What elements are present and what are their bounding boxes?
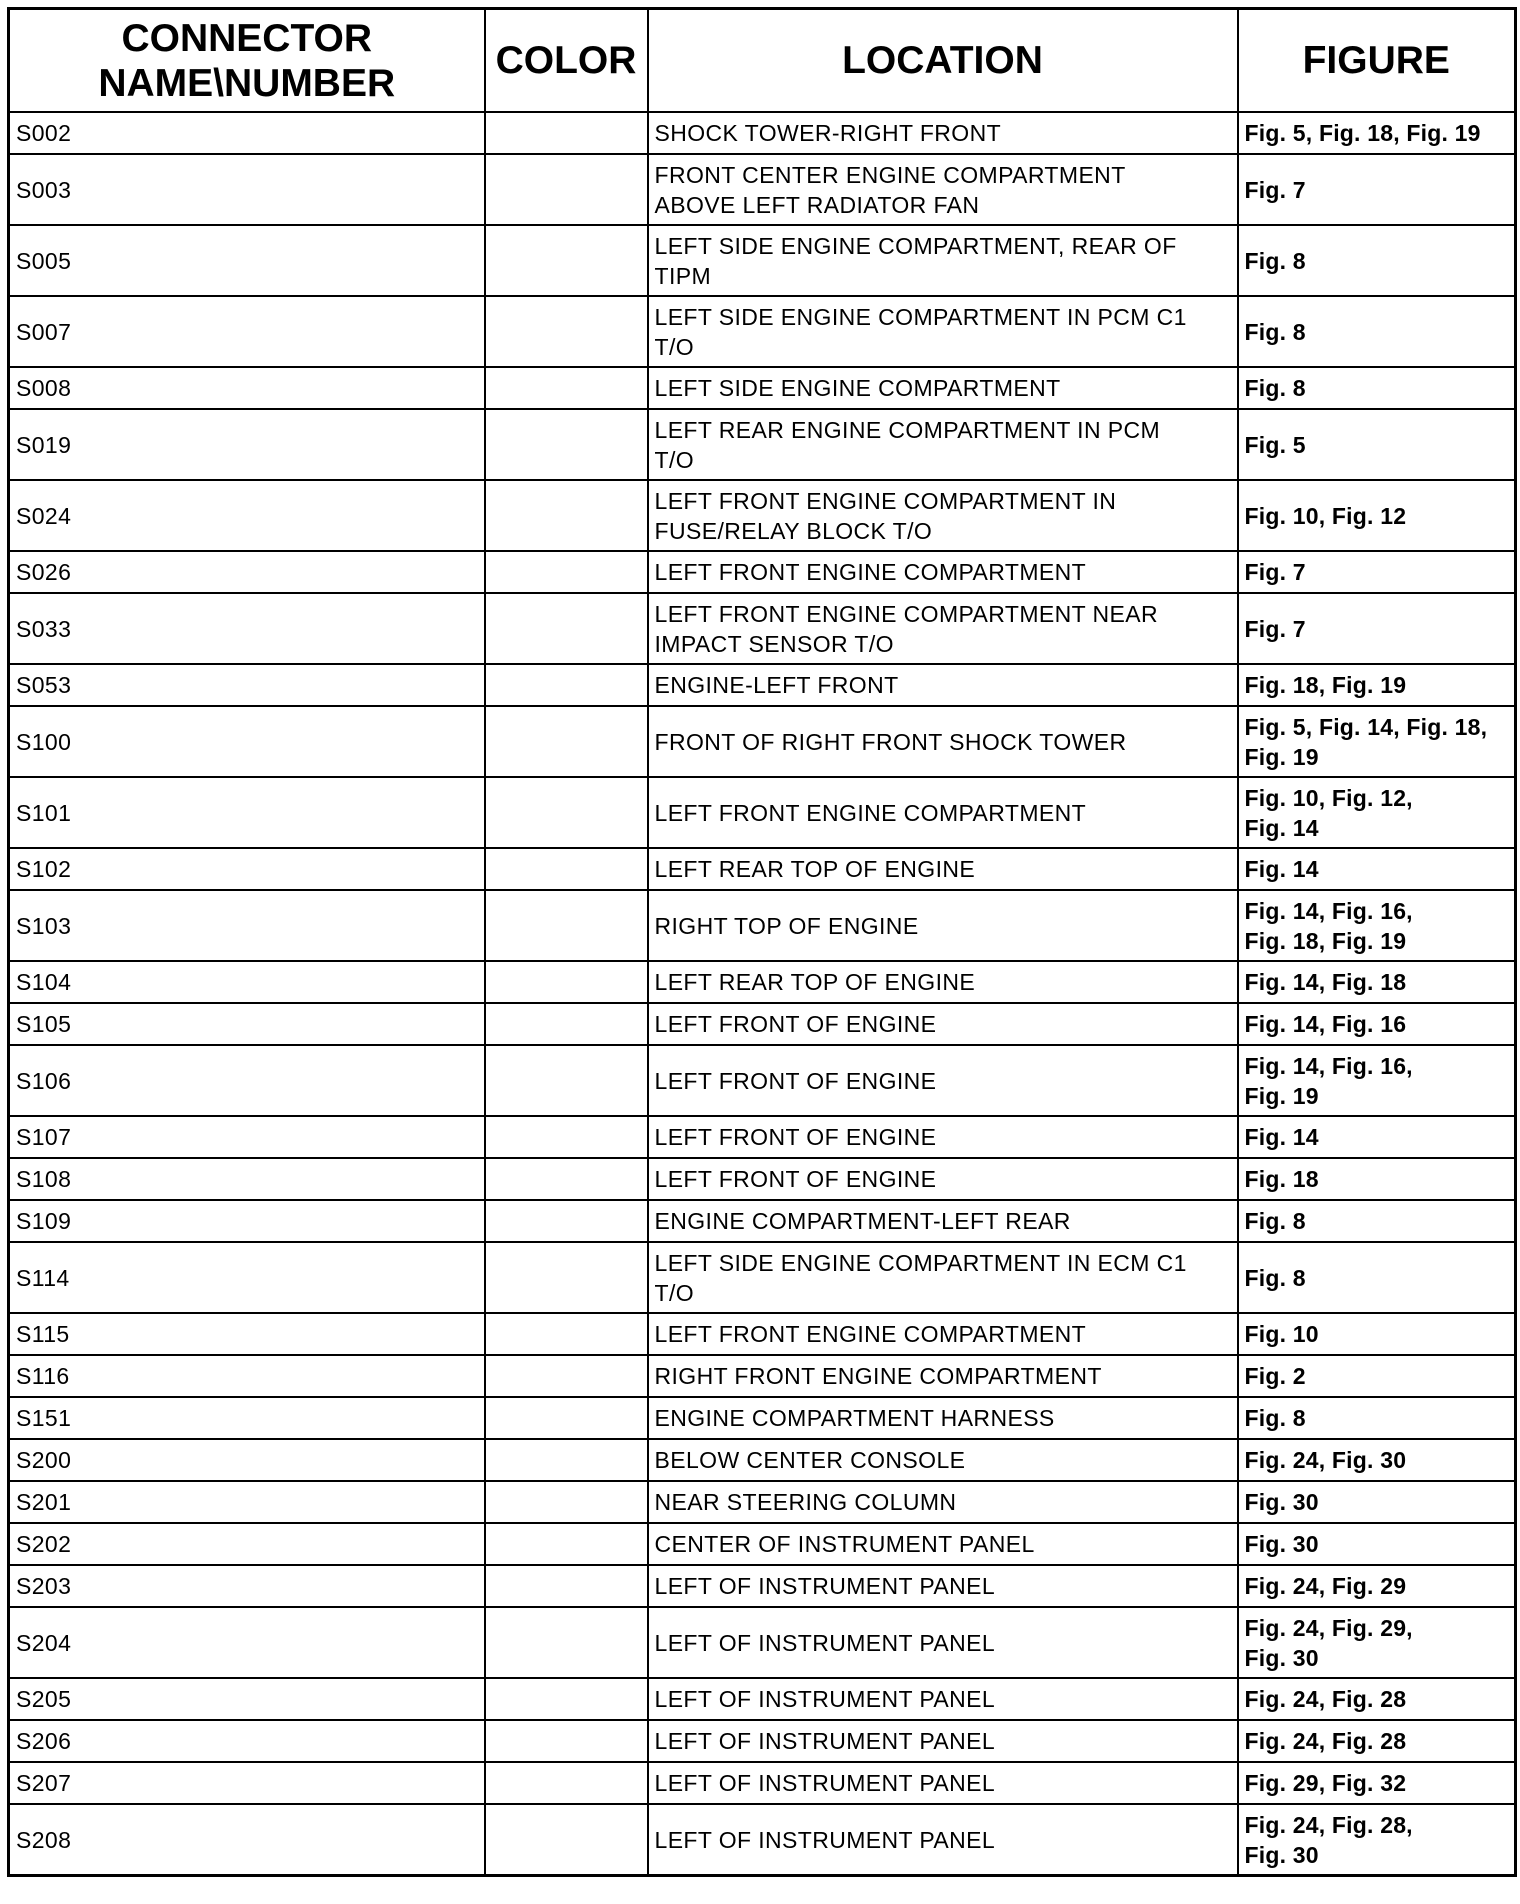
color-cell (485, 1355, 648, 1397)
table-row (9, 1158, 1516, 1200)
figure-line: Fig. 14, Fig. 18 (1244, 969, 1407, 995)
connector-name-cell: S107 (9, 1116, 485, 1158)
location-line: LEFT FRONT OF ENGINE (654, 1067, 937, 1094)
color-cell (485, 551, 648, 593)
location-cell (648, 1439, 1238, 1481)
figure-cell (1238, 1242, 1516, 1313)
location-line: T/O (654, 333, 695, 360)
color-cell (485, 1313, 648, 1355)
location-cell (648, 154, 1238, 225)
figure-cell (1238, 112, 1516, 154)
location-cell (648, 1200, 1238, 1242)
table-row (9, 409, 1516, 480)
connector-name-cell: S104 (9, 961, 485, 1003)
color-cell (485, 1200, 648, 1242)
connector-name-cell: S208 (9, 1804, 485, 1876)
color-cell (485, 1158, 648, 1200)
connector-name-cell: S108 (9, 1158, 485, 1200)
color-cell (485, 1481, 648, 1523)
color-cell (485, 777, 648, 848)
table-row (9, 1116, 1516, 1158)
location-cell (648, 551, 1238, 593)
figure-cell (1238, 480, 1516, 551)
color-cell (485, 664, 648, 706)
color-cell (485, 890, 648, 961)
color-cell (485, 1003, 648, 1045)
location-line: TIPM (654, 262, 712, 289)
location-cell (648, 1523, 1238, 1565)
figure-line: Fig. 24, Fig. 29 (1244, 1573, 1407, 1599)
figure-cell (1238, 1565, 1516, 1607)
location-line: FRONT OF RIGHT FRONT SHOCK TOWER (654, 728, 1127, 755)
location-cell (648, 1804, 1238, 1876)
location-cell (648, 480, 1238, 551)
location-cell (648, 1116, 1238, 1158)
location-cell (648, 1242, 1238, 1313)
location-cell (648, 1720, 1238, 1762)
figure-line: Fig. 5, Fig. 18, Fig. 19 (1244, 120, 1481, 146)
location-line: BELOW CENTER CONSOLE (654, 1447, 966, 1473)
table-row (9, 777, 1516, 848)
connector-name-cell: S007 (9, 296, 485, 367)
location-line: IMPACT SENSOR T/O (654, 630, 894, 657)
color-cell (485, 1678, 648, 1720)
location-line: LEFT FRONT ENGINE COMPARTMENT (654, 559, 1087, 585)
location-line: RIGHT FRONT ENGINE COMPARTMENT (654, 1363, 1102, 1389)
figure-cell (1238, 1045, 1516, 1116)
figure-cell (1238, 1313, 1516, 1355)
connector-name-cell: S114 (9, 1242, 485, 1313)
figure-line: Fig. 7 (1244, 615, 1306, 642)
table-row (9, 890, 1516, 961)
location-cell (648, 777, 1238, 848)
table-row (9, 848, 1516, 890)
figure-line: Fig. 8 (1244, 1405, 1306, 1431)
header-location: LOCATION (648, 9, 1238, 113)
connector-name-cell: S205 (9, 1678, 485, 1720)
table-row (9, 1003, 1516, 1045)
table-body (9, 112, 1516, 1876)
color-cell (485, 1565, 648, 1607)
location-line: ABOVE LEFT RADIATOR FAN (654, 191, 980, 218)
figure-cell (1238, 1607, 1516, 1678)
location-line: LEFT REAR ENGINE COMPARTMENT IN PCM (654, 416, 1161, 443)
table-row (9, 1439, 1516, 1481)
figure-cell (1238, 296, 1516, 367)
figure-cell (1238, 1116, 1516, 1158)
location-cell (648, 296, 1238, 367)
table-row (9, 664, 1516, 706)
figure-cell (1238, 890, 1516, 961)
location-line: LEFT FRONT OF ENGINE (654, 1011, 937, 1037)
figure-line: Fig. 5, Fig. 14, Fig. 18, (1244, 713, 1488, 740)
header-connector (9, 9, 485, 113)
figure-line: Fig. 24, Fig. 28, (1244, 1811, 1413, 1838)
location-line: LEFT OF INSTRUMENT PANEL (654, 1629, 996, 1656)
color-cell (485, 1523, 648, 1565)
connector-name-cell: S207 (9, 1762, 485, 1804)
location-line: ENGINE-LEFT FRONT (654, 672, 899, 698)
location-line: LEFT OF INSTRUMENT PANEL (654, 1573, 996, 1599)
table-row (9, 551, 1516, 593)
connector-name-cell: S206 (9, 1720, 485, 1762)
figure-line: Fig. 19 (1244, 1082, 1319, 1109)
connector-name-cell: S003 (9, 154, 485, 225)
table-row (9, 225, 1516, 296)
figure-line: Fig. 8 (1244, 247, 1306, 274)
table-row (9, 1523, 1516, 1565)
connector-name-cell: S002 (9, 112, 485, 154)
color-cell (485, 1116, 648, 1158)
connector-name-cell: S033 (9, 593, 485, 664)
figure-cell (1238, 1397, 1516, 1439)
connector-name-cell: S101 (9, 777, 485, 848)
header-color: COLOR (485, 9, 648, 113)
color-cell (485, 367, 648, 409)
location-cell (648, 1762, 1238, 1804)
location-line: LEFT FRONT ENGINE COMPARTMENT IN (654, 487, 1117, 514)
connector-name-cell: S109 (9, 1200, 485, 1242)
figure-line: Fig. 24, Fig. 28 (1244, 1728, 1407, 1754)
location-cell (648, 848, 1238, 890)
location-line: LEFT OF INSTRUMENT PANEL (654, 1826, 996, 1853)
figure-line: Fig. 14 (1244, 1124, 1319, 1150)
figure-line: Fig. 30 (1244, 1841, 1319, 1868)
location-line: LEFT OF INSTRUMENT PANEL (654, 1770, 996, 1796)
figure-cell (1238, 367, 1516, 409)
table-row (9, 480, 1516, 551)
location-cell (648, 1158, 1238, 1200)
connector-name-cell: S053 (9, 664, 485, 706)
figure-line: Fig. 2 (1244, 1363, 1306, 1389)
color-cell (485, 1762, 648, 1804)
location-cell (648, 961, 1238, 1003)
figure-cell (1238, 848, 1516, 890)
color-cell (485, 1439, 648, 1481)
figure-line: Fig. 30 (1244, 1531, 1319, 1557)
connector-name-cell: S115 (9, 1313, 485, 1355)
location-line: ENGINE COMPARTMENT HARNESS (654, 1405, 1055, 1431)
table-row (9, 593, 1516, 664)
figure-line: Fig. 24, Fig. 28 (1244, 1686, 1407, 1712)
location-line: NEAR STEERING COLUMN (654, 1489, 957, 1515)
location-line: LEFT FRONT ENGINE COMPARTMENT (654, 1321, 1087, 1347)
figure-line: Fig. 10, Fig. 12 (1244, 502, 1407, 529)
figure-cell (1238, 1678, 1516, 1720)
table-row (9, 1762, 1516, 1804)
figure-cell (1238, 1200, 1516, 1242)
figure-cell (1238, 551, 1516, 593)
location-line: RIGHT TOP OF ENGINE (654, 912, 919, 939)
figure-line: Fig. 14 (1244, 856, 1319, 882)
table-row (9, 1397, 1516, 1439)
figure-line: Fig. 29, Fig. 32 (1244, 1770, 1407, 1796)
figure-cell (1238, 706, 1516, 777)
connector-table (7, 7, 1517, 1877)
figure-cell (1238, 1439, 1516, 1481)
location-cell (648, 1481, 1238, 1523)
connector-name-cell: S024 (9, 480, 485, 551)
location-cell (648, 225, 1238, 296)
connector-name-cell: S202 (9, 1523, 485, 1565)
location-cell (648, 1003, 1238, 1045)
color-cell (485, 409, 648, 480)
header-figure: FIGURE (1238, 9, 1516, 113)
location-cell (648, 367, 1238, 409)
table-row (9, 1481, 1516, 1523)
color-cell (485, 296, 648, 367)
location-cell (648, 1313, 1238, 1355)
figure-cell (1238, 154, 1516, 225)
figure-cell (1238, 225, 1516, 296)
location-line: LEFT SIDE ENGINE COMPARTMENT IN ECM C1 (654, 1249, 1187, 1276)
color-cell (485, 225, 648, 296)
location-cell (648, 593, 1238, 664)
color-cell (485, 706, 648, 777)
connector-name-cell: S019 (9, 409, 485, 480)
table-row (9, 1200, 1516, 1242)
figure-cell (1238, 409, 1516, 480)
location-cell (648, 1397, 1238, 1439)
figure-line: Fig. 30 (1244, 1489, 1319, 1515)
figure-line: Fig. 7 (1244, 559, 1306, 585)
location-line: T/O (654, 446, 695, 473)
location-line: LEFT OF INSTRUMENT PANEL (654, 1728, 996, 1754)
color-cell (485, 1720, 648, 1762)
connector-name-cell: S008 (9, 367, 485, 409)
location-line: LEFT SIDE ENGINE COMPARTMENT (654, 375, 1061, 401)
location-cell (648, 1355, 1238, 1397)
table-row (9, 1313, 1516, 1355)
figure-cell (1238, 1720, 1516, 1762)
figure-line: Fig. 8 (1244, 1208, 1306, 1234)
table-row (9, 1242, 1516, 1313)
color-cell (485, 1045, 648, 1116)
figure-cell (1238, 1158, 1516, 1200)
figure-line: Fig. 8 (1244, 318, 1306, 345)
color-cell (485, 112, 648, 154)
figure-line: Fig. 19 (1244, 743, 1319, 770)
table-row (9, 706, 1516, 777)
location-line: LEFT FRONT ENGINE COMPARTMENT NEAR (654, 600, 1158, 627)
figure-cell (1238, 1523, 1516, 1565)
figure-cell (1238, 1804, 1516, 1876)
figure-cell (1238, 664, 1516, 706)
table-row (9, 112, 1516, 154)
table-row (9, 367, 1516, 409)
figure-line: Fig. 10 (1244, 1321, 1319, 1347)
connector-name-cell: S102 (9, 848, 485, 890)
connector-name-cell: S204 (9, 1607, 485, 1678)
color-cell (485, 961, 648, 1003)
table-row (9, 1045, 1516, 1116)
figure-cell (1238, 593, 1516, 664)
color-cell (485, 154, 648, 225)
connector-name-cell: S106 (9, 1045, 485, 1116)
figure-cell (1238, 1003, 1516, 1045)
location-line: LEFT REAR TOP OF ENGINE (654, 969, 976, 995)
color-cell (485, 1607, 648, 1678)
header-connector-line2: NAME\NUMBER (98, 61, 396, 105)
location-line: LEFT SIDE ENGINE COMPARTMENT IN PCM C1 (654, 303, 1187, 330)
location-line: FRONT CENTER ENGINE COMPARTMENT (654, 161, 1126, 188)
header-connector-line1: CONNECTOR (121, 16, 373, 60)
color-cell (485, 1804, 648, 1876)
figure-line: Fig. 18 (1244, 1166, 1319, 1192)
color-cell (485, 1242, 648, 1313)
table-row (9, 961, 1516, 1003)
location-line: LEFT FRONT ENGINE COMPARTMENT (654, 799, 1087, 826)
location-cell (648, 706, 1238, 777)
header-row (9, 9, 1516, 113)
figure-line: Fig. 14, Fig. 16 (1244, 1011, 1407, 1037)
table-row (9, 1355, 1516, 1397)
location-line: LEFT OF INSTRUMENT PANEL (654, 1686, 996, 1712)
location-line: LEFT FRONT OF ENGINE (654, 1166, 937, 1192)
color-cell (485, 480, 648, 551)
connector-name-cell: S103 (9, 890, 485, 961)
location-cell (648, 112, 1238, 154)
table-row (9, 1607, 1516, 1678)
figure-cell (1238, 1481, 1516, 1523)
location-line: T/O (654, 1279, 695, 1306)
figure-line: Fig. 8 (1244, 1264, 1306, 1291)
location-cell (648, 664, 1238, 706)
location-cell (648, 1565, 1238, 1607)
table-row (9, 1678, 1516, 1720)
figure-cell (1238, 961, 1516, 1003)
connector-name-cell: S200 (9, 1439, 485, 1481)
figure-line: Fig. 18, Fig. 19 (1244, 672, 1407, 698)
location-cell (648, 409, 1238, 480)
table-row (9, 154, 1516, 225)
figure-line: Fig. 18, Fig. 19 (1244, 927, 1407, 954)
figure-line: Fig. 10, Fig. 12, (1244, 784, 1413, 811)
figure-line: Fig. 24, Fig. 30 (1244, 1447, 1407, 1473)
table-row (9, 296, 1516, 367)
connector-name-cell: S100 (9, 706, 485, 777)
location-line: LEFT REAR TOP OF ENGINE (654, 856, 976, 882)
figure-line: Fig. 14 (1244, 814, 1319, 841)
connector-name-cell: S201 (9, 1481, 485, 1523)
figure-line: Fig. 30 (1244, 1644, 1319, 1671)
figure-line: Fig. 7 (1244, 176, 1306, 203)
connector-name-cell: S026 (9, 551, 485, 593)
connector-name-cell: S105 (9, 1003, 485, 1045)
connector-name-cell: S005 (9, 225, 485, 296)
color-cell (485, 593, 648, 664)
location-cell (648, 1607, 1238, 1678)
figure-cell (1238, 777, 1516, 848)
figure-line: Fig. 5 (1244, 431, 1306, 458)
table-row (9, 1720, 1516, 1762)
connector-name-cell: S203 (9, 1565, 485, 1607)
connector-name-cell: S116 (9, 1355, 485, 1397)
location-cell (648, 1045, 1238, 1116)
figure-line: Fig. 8 (1244, 375, 1306, 401)
figure-cell (1238, 1355, 1516, 1397)
color-cell (485, 1397, 648, 1439)
figure-line: Fig. 24, Fig. 29, (1244, 1614, 1413, 1641)
figure-cell (1238, 1762, 1516, 1804)
location-line: CENTER OF INSTRUMENT PANEL (654, 1531, 1035, 1557)
location-line: FUSE/RELAY BLOCK T/O (654, 517, 933, 544)
location-cell (648, 1678, 1238, 1720)
table-row (9, 1804, 1516, 1876)
location-line: LEFT FRONT OF ENGINE (654, 1124, 937, 1150)
location-line: SHOCK TOWER-RIGHT FRONT (654, 120, 1002, 146)
color-cell (485, 848, 648, 890)
location-line: ENGINE COMPARTMENT-LEFT REAR (654, 1208, 1071, 1234)
connector-name-cell: S151 (9, 1397, 485, 1439)
table-row (9, 1565, 1516, 1607)
location-cell (648, 890, 1238, 961)
figure-line: Fig. 14, Fig. 16, (1244, 1052, 1413, 1079)
location-line: LEFT SIDE ENGINE COMPARTMENT, REAR OF (654, 232, 1177, 259)
figure-line: Fig. 14, Fig. 16, (1244, 897, 1413, 924)
